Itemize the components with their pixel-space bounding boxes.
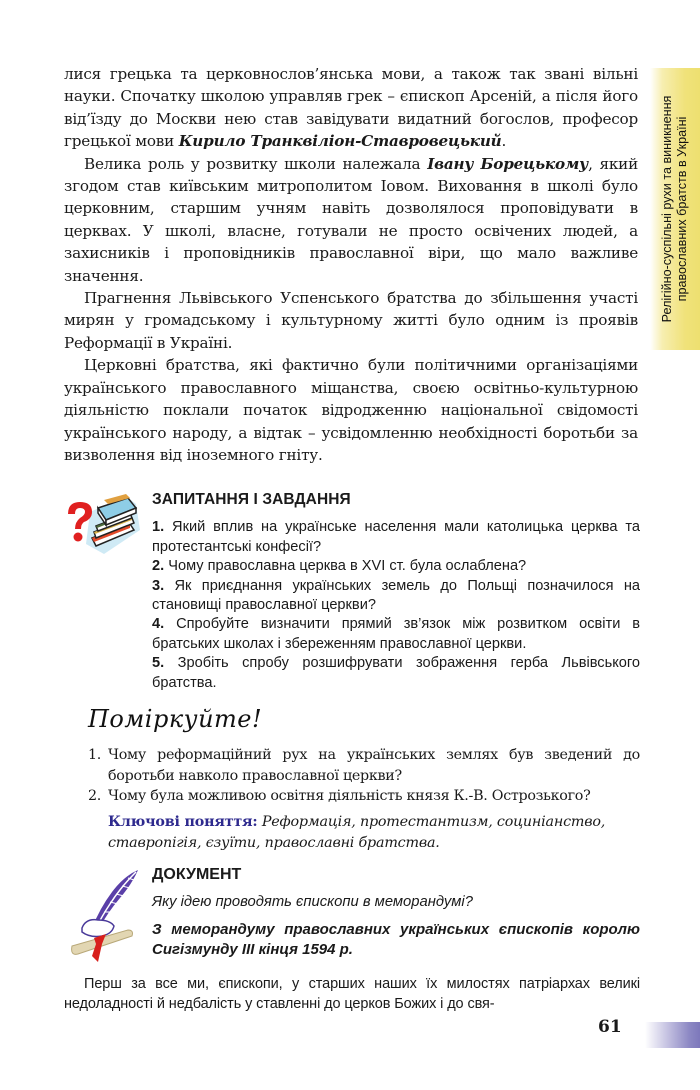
question-text: Як приєднання українських земель до Польщі позначилося на становищі православної церкви? <box>152 577 640 614</box>
question-item-1 <box>152 518 640 557</box>
document-question: Яку ідею проводять єпископи в меморандумі? <box>152 894 473 910</box>
books-question-icon <box>64 492 146 558</box>
paragraph-1 <box>64 63 638 153</box>
question-text: Чому православна церква в XVI ст. була ослаблена? <box>164 558 527 575</box>
think-number: 2. <box>88 788 102 804</box>
paragraph-2-text-b: , який згодом став київським митрополитом Іовом. Виховання в школі було церковним, старшим учням навіть дозволялося проповідувати в церквах. У школі, власне, готували не просто освічених людей, а захисників і проповідників православної віри, що мало важливе значення. <box>64 154 638 285</box>
page-tab <box>645 1022 700 1048</box>
paragraph-2 <box>64 153 638 287</box>
question-number: 1. <box>152 519 165 536</box>
paragraph-1-text: лися грецька та церковнослов’янська мови, а також так звані вільні науки. Спочатку школою управляв грек – єпископ Арсеній, а після його від’їзду до Москви нею став завідувати видатний богослов, професор грецької мови <box>64 65 638 151</box>
questions-title: ЗАПИТАННЯ І ЗАВДАННЯ <box>152 491 351 508</box>
chapter-title-line-1: Релігійно-суспільні рухи та виникнення <box>660 95 674 323</box>
paragraph-4: Церковні братства, які фактично були політичними організаціями українського православного міщанства, своєю освітньо-культурною діяльністю поклали початок відродженню національної свідомості українського народу, а відтак – усвідомленню необхідності боротьби за визволення від іноземного гніту. <box>64 356 638 464</box>
chapter-title-line-2: православних братств в Україні <box>675 116 689 302</box>
questions-section <box>152 490 640 693</box>
think-number: 1. <box>88 747 102 763</box>
name-ivan-boretsky: Івану Борецькому <box>427 154 589 173</box>
question-text: Спробуйте визначити прямий зв’язок між розвитком освіти в братських школах і збереженням православної церкви. <box>152 616 640 652</box>
document-source: З меморандуму православних українських єпископів королю Сигізмунду ІІІ кінця 1594 р. <box>152 921 640 958</box>
key-concepts-label: Ключові поняття: <box>108 814 258 830</box>
question-item-4 <box>152 615 640 654</box>
think-item-2 <box>88 786 640 807</box>
question-number: 3. <box>152 577 165 594</box>
question-item-3 <box>152 577 640 616</box>
question-item-2 <box>152 557 640 576</box>
question-text: Який вплив на українське населення мали католицька церква та протестантські конфесії? <box>152 519 640 555</box>
chapter-sidebar <box>650 68 700 350</box>
quill-scroll-icon <box>66 866 146 966</box>
document-section <box>152 866 640 960</box>
paragraph-1-end: . <box>501 132 507 151</box>
document-body <box>64 975 640 1014</box>
question-number: 5. <box>152 655 165 672</box>
think-text: Чому реформаційний рух на українських землях був зведений до боротьби навколо православної церкви? <box>108 747 640 784</box>
question-number: 4. <box>152 616 165 633</box>
question-text: Зробіть спробу розшифрувати зображення герба Львівського братства. <box>152 655 640 691</box>
paragraph-3: Прагнення Львівського Успенського братства до збільшення участі мирян у громадському і культурному житті було одним із проявів Реформації в Україні. <box>64 289 638 352</box>
document-title: ДОКУМЕНТ <box>152 866 242 883</box>
key-concepts <box>108 812 642 853</box>
think-text: Чому була можливою освітня діяльність князя К.-В. Острозького? <box>108 788 591 804</box>
page-number: 61 <box>598 1017 622 1037</box>
document-body-text: Перш за все ми, єпископи, у старших наших їх милостях патріархах великі недоладності й недбалість у ставленні до церков Божих і до свя- <box>64 976 640 1012</box>
question-number: 2. <box>152 558 165 575</box>
main-text <box>64 63 638 466</box>
think-item-1 <box>88 745 640 786</box>
paragraph-2-text-a: Велика роль у розвитку школи належала <box>84 154 428 173</box>
think-list <box>88 745 640 807</box>
key-concepts-terms: Реформація, протестантизм, социніанство, ставропігія, єзуїти, православні братства. <box>108 814 606 851</box>
name-kyrylo-trankvilion: Кирило Транквіліон-Ставровецький <box>178 132 502 151</box>
chapter-title <box>650 68 700 350</box>
think-title: Поміркуйте! <box>88 705 263 733</box>
question-item-5 <box>152 654 640 693</box>
